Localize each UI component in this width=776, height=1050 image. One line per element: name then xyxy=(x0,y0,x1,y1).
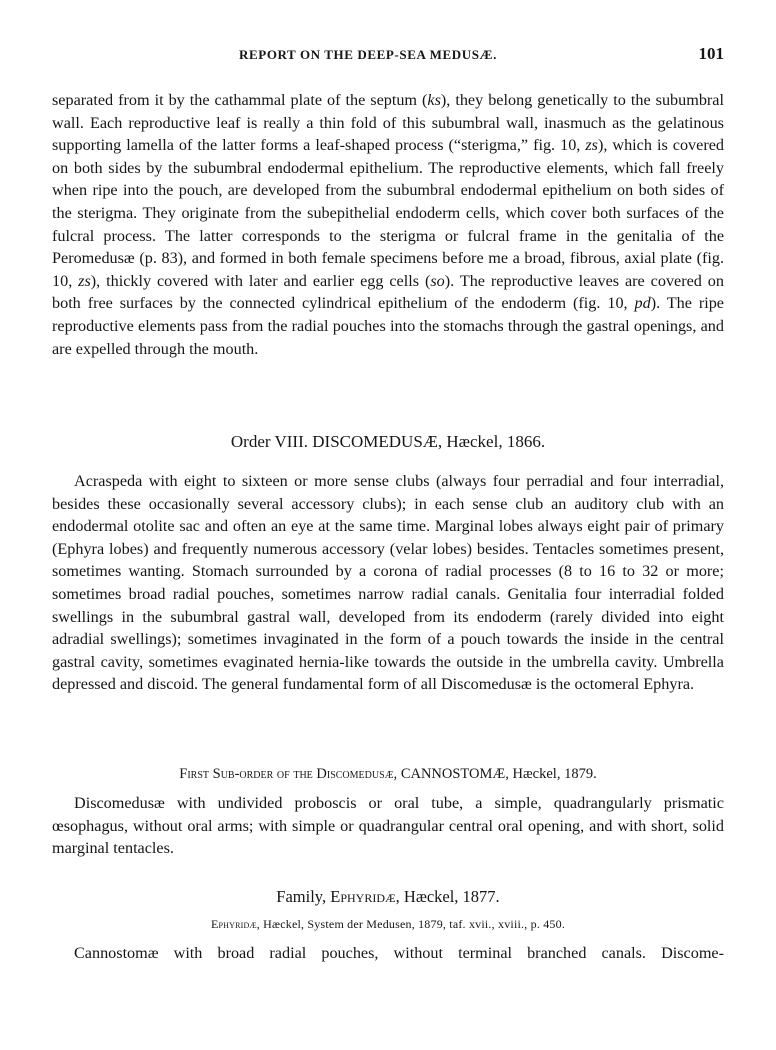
text-run: ). The reproductive leaves are covered on both free surfaces by the connected cylindrical epithelium of the endoderm (fig. 10, xyxy=(52,271,724,313)
family-author: , Hæckel, 1877. xyxy=(395,887,500,906)
family-name: Ephyridæ xyxy=(330,887,396,906)
paragraph-family-description: Cannostomæ with broad radial pouches, without terminal branched canals. Discome- xyxy=(74,944,724,962)
suborder-label: First Sub-order of the Discomedusæ, xyxy=(179,766,398,782)
italic-symbol: pd xyxy=(634,294,651,313)
family-prefix: Family, xyxy=(276,887,331,906)
paragraph-reproductive-elements xyxy=(52,89,724,360)
italic-symbol: zs xyxy=(585,136,598,155)
running-title: REPORT ON THE DEEP-SEA MEDUSÆ. xyxy=(239,47,497,62)
paragraph-order-description: Acraspeda with eight to sixteen or more sense clubs (always four perradial and four interradial, besides these occasionally several accessory clubs); in each sense club an auditory club with an endodermal otolite sac and often an eye at the same time. Marginal lobes always eight pair of primary (Ephyra lobes) and frequently numerous accessory (velar lobes) besides. Tentacles sometimes present, sometimes wanting. Stomach surrounded by a corona of radial processes (8 to 16 to 32 or more; sometimes broad radial pouches, sometimes narrow radial canals. Genitalia four interradial folded swellings in the subumbral gastral wall, developed from its endoderm (rarely divided into eight adradial swellings); sometimes invaginated in the form of a pouch towards the inside in the central gastral cavity, sometimes evaginated hernia-like towards the outside in the umbrella cavity. Umbrella depressed and discoid. The general fundamental form of all Discomedusæ is the octomeral Ephyra. xyxy=(52,472,724,694)
text-run: ). The ripe reproductive elements pass from the radial pouches into the stomachs through the gastral openings, and are expelled through the mouth. xyxy=(52,294,724,358)
order-heading: Order VIII. DISCOMEDUSÆ, Hæckel, 1866. xyxy=(230,432,546,451)
italic-symbol: zs xyxy=(78,271,91,290)
text-run: ), thickly covered with later and earlier egg cells ( xyxy=(90,271,431,290)
family-ref-name: Ephyridæ xyxy=(210,917,257,931)
suborder-heading xyxy=(52,766,724,783)
family-heading xyxy=(52,887,724,907)
italic-symbol: so xyxy=(430,271,445,290)
page-number: 101 xyxy=(698,44,724,63)
text-run: ), they belong genetically to the subumbral wall. Each reproductive leaf is really a thin fold of this subumbral wall, inasmuch as the gelatinous supporting lamella of the latter forms a leaf-shaped process (“sterigma,” fig. 10, xyxy=(52,91,724,155)
running-head xyxy=(52,44,724,66)
text-run: ), which is covered on both sides by the subumbral endodermal epithelium. The reproductive elements, which fall freely when ripe into the pouch, are developed from the subumbral endodermal epithelium on both sides of the sterigma. They originate from the subepithelial endoderm cells, which cover both surfaces of the fulcral process. The latter corresponds to the sterigma or fulcral frame in the genitalia of the Peromedusæ (p. 83), and formed in both female specimens before me a broad, fibrous, axial plate (fig. 10, xyxy=(52,136,724,290)
family-ref-citation: , Hæckel, System der Medusen, 1879, taf. xvii., xviii., p. 450. xyxy=(256,917,566,931)
family-reference xyxy=(52,917,724,932)
suborder-name: CANNOSTOMÆ, Hæckel, 1879. xyxy=(397,766,597,782)
text-run: separated from it by the cathammal plate of the septum ( xyxy=(52,91,428,109)
italic-symbol: ks xyxy=(427,91,441,109)
paragraph-suborder-description: Discomedusæ with undivided proboscis or oral tube, a simple, quadrangularly prismatic œsophagus, without oral arms; with simple or quadrangular central oral opening, and with short, solid marginal tentacles. xyxy=(52,794,724,858)
